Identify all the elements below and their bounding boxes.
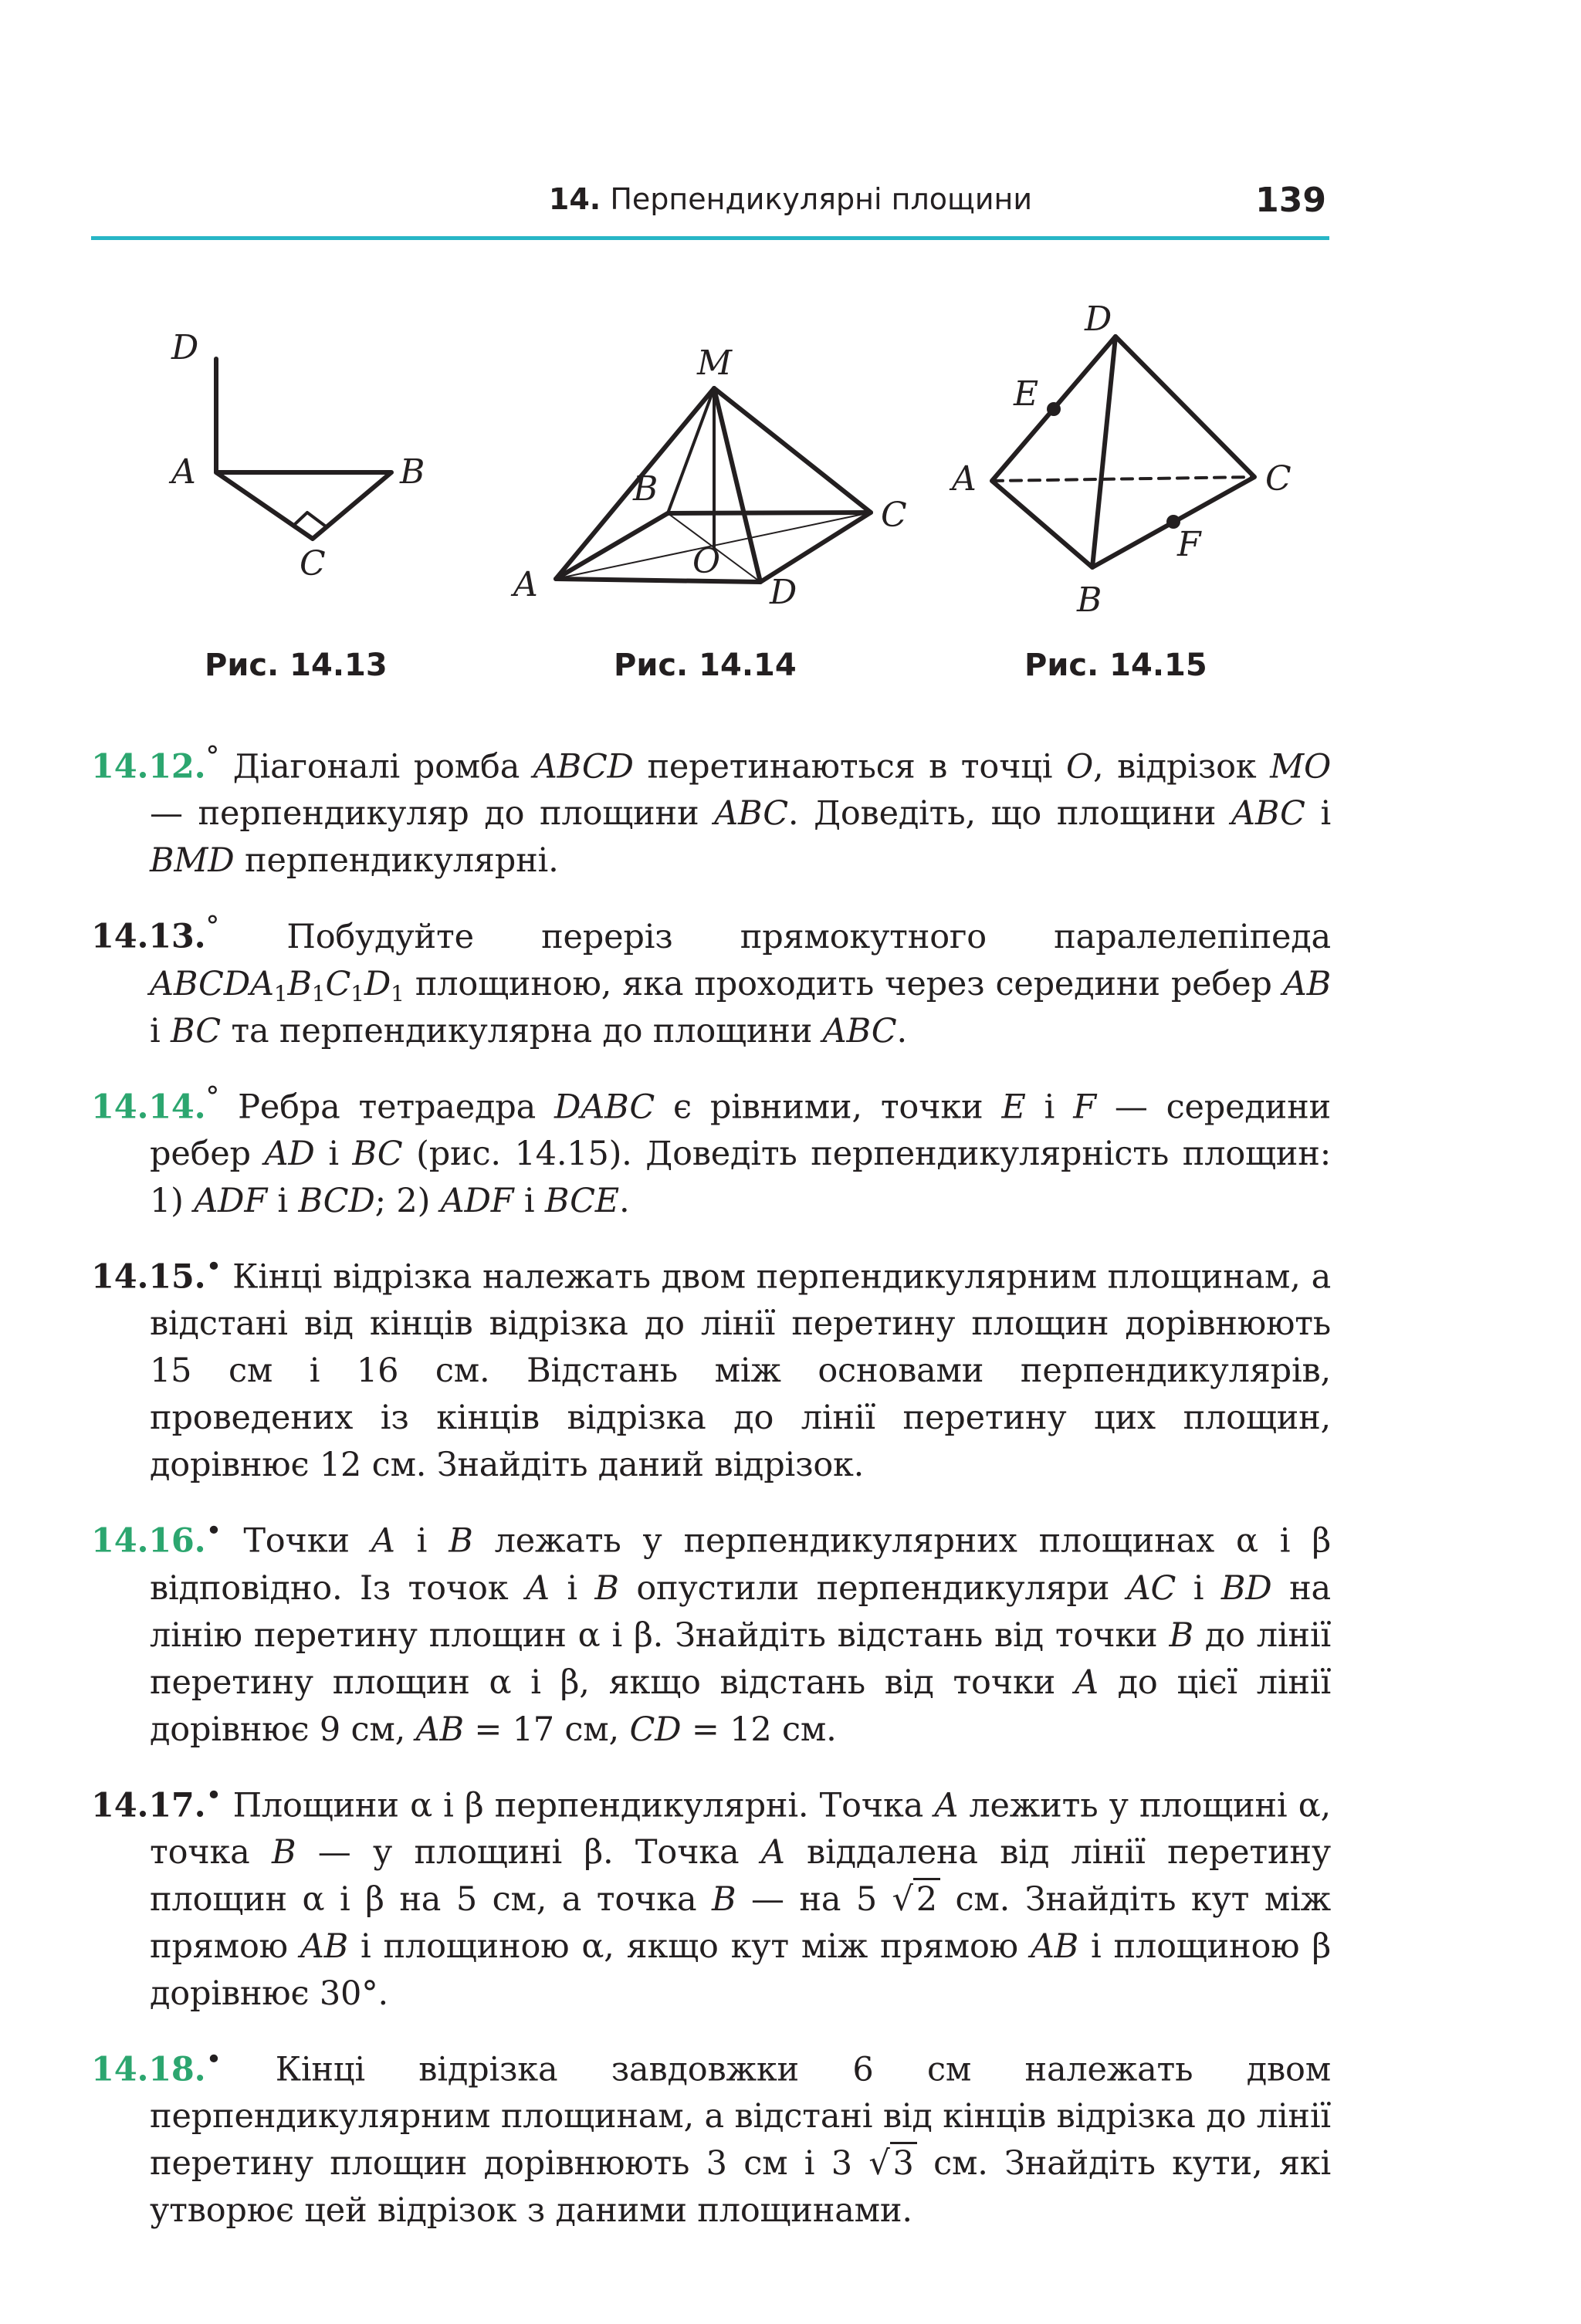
figure-caption: Рис. 14.15 bbox=[1024, 648, 1207, 683]
figure-14-14 bbox=[506, 293, 938, 695]
problem-14-13 bbox=[91, 903, 1331, 1054]
label-B: B bbox=[400, 452, 425, 492]
figure-caption: Рис. 14.13 bbox=[205, 648, 388, 683]
difficulty-mark: • bbox=[205, 1779, 222, 1812]
right-angle-mark bbox=[293, 512, 326, 526]
difficulty-mark: • bbox=[205, 2043, 222, 2075]
label-C: C bbox=[1265, 459, 1292, 499]
label-O: O bbox=[692, 542, 721, 581]
label-C: C bbox=[300, 544, 326, 584]
label-C: C bbox=[881, 496, 907, 535]
problem-number: 14.14. bbox=[91, 1087, 206, 1126]
problem-text: Діагоналі ромба ABCD перетинаються в точці O, відрізок MO — перпендикуляр до площини ABC. Доведіть, що площини ABC і BMD перпендикулярні. bbox=[150, 747, 1332, 881]
page-number: 139 bbox=[1255, 181, 1326, 220]
problem-14-18 bbox=[91, 2036, 1331, 2234]
section-number: 14. bbox=[548, 182, 601, 216]
problem-number: 14.12. bbox=[91, 747, 206, 787]
label-B: B bbox=[633, 469, 658, 509]
problem-number: 14.17. bbox=[91, 1785, 206, 1825]
problem-number: 14.15. bbox=[91, 1257, 206, 1297]
difficulty-mark: ° bbox=[205, 1081, 220, 1113]
section-title: Перпендикулярні площини bbox=[610, 182, 1033, 216]
label-D: D bbox=[770, 573, 797, 612]
label-D: D bbox=[171, 328, 199, 367]
label-A: A bbox=[513, 565, 538, 604]
problem-text: Площини α і β перпендикулярні. Точка A лежить у площині α, точка B — у площині β. Точка A віддалена від лінії перетину площин α і β на 5 см, а точка B — на 5 √2 см. Знайдіть кут між прямою AB і площиною α, якщо кут між прямою AB і площиною β дорівнює 30°. bbox=[150, 1785, 1332, 2013]
label-D: D bbox=[1085, 299, 1112, 339]
running-header bbox=[0, 182, 1581, 216]
label-M: M bbox=[697, 343, 733, 383]
header-rule bbox=[91, 236, 1329, 240]
point-E bbox=[1047, 402, 1061, 416]
figure-14-15 bbox=[938, 293, 1324, 695]
figure-caption: Рис. 14.14 bbox=[614, 648, 797, 683]
problem-text: Кінці відрізка завдовжки 6 см належать двом перпендикулярним площинам, а відстані від кінців відрізка до лінії перетину площин дорівнюють 3 см і 3 √3 см. Знайдіть кути, які утворює цей відрізок з даними площинами. bbox=[150, 2050, 1331, 2231]
difficulty-mark: • bbox=[205, 1515, 222, 1548]
problem-list bbox=[91, 733, 1331, 2253]
problem-text: Кінці відрізка належать двом перпендикулярним площинам, а відстані від кінців відрізка до лінії перетину площин дорівнюють 15 см і 16 см. Відстань між основами перпендикулярів, проведених із кінців відрізка до лінії перетину цих площин, дорівнює 12 см. Знайдіть даний відрізок. bbox=[150, 1257, 1332, 1485]
edge-DB bbox=[1092, 337, 1116, 567]
hidden-edge-AC bbox=[992, 477, 1254, 481]
problem-14-17 bbox=[91, 1772, 1331, 2018]
problem-14-14 bbox=[91, 1074, 1331, 1225]
problem-14-16 bbox=[91, 1507, 1331, 1753]
label-E: E bbox=[1014, 374, 1039, 414]
label-A: A bbox=[171, 452, 196, 492]
label-F: F bbox=[1177, 525, 1201, 564]
label-A: A bbox=[952, 459, 977, 499]
problem-number: 14.16. bbox=[91, 1521, 206, 1561]
label-B: B bbox=[1077, 580, 1102, 620]
problem-number: 14.13. bbox=[91, 917, 206, 956]
figure-14-13 bbox=[154, 293, 463, 695]
difficulty-mark: ° bbox=[205, 911, 220, 943]
problem-text: Побудуйте переріз прямокутного паралелепіпеда $ABCDA_1B_1C_1D_1$ площиною, яка проходить через середини ребер AB і BC та перпендикулярна до площини ABC. bbox=[150, 917, 1331, 1050]
problem-14-12 bbox=[91, 733, 1331, 885]
problem-14-15 bbox=[91, 1243, 1331, 1489]
problem-text: Точки A і B лежать у перпендикулярних площинах α і β відповідно. Із точок A і B опустили перпендикуляри AC і BD на лінію перетину площин α і β. Знайдіть відстань від точки B до лінії перетину площин α і β, якщо відстань від точки A до цієї лінії дорівнює 9 см, AB = 17 см, CD = 12 см. bbox=[150, 1521, 1331, 1749]
difficulty-mark: • bbox=[205, 1250, 222, 1283]
problem-text: Ребра тетраедра DABC є рівними, точки E і F — середини ребер AD і BC (рис. 14.15). Доведіть перпендикулярність площин: 1) ADF і BCD; 2) ADF і BCE. bbox=[150, 1087, 1331, 1220]
problem-number: 14.18. bbox=[91, 2050, 206, 2089]
tetrahedron-outline bbox=[992, 337, 1254, 567]
difficulty-mark: ° bbox=[205, 741, 220, 773]
edge-MB bbox=[668, 388, 714, 513]
triangle-ABC bbox=[216, 472, 391, 539]
